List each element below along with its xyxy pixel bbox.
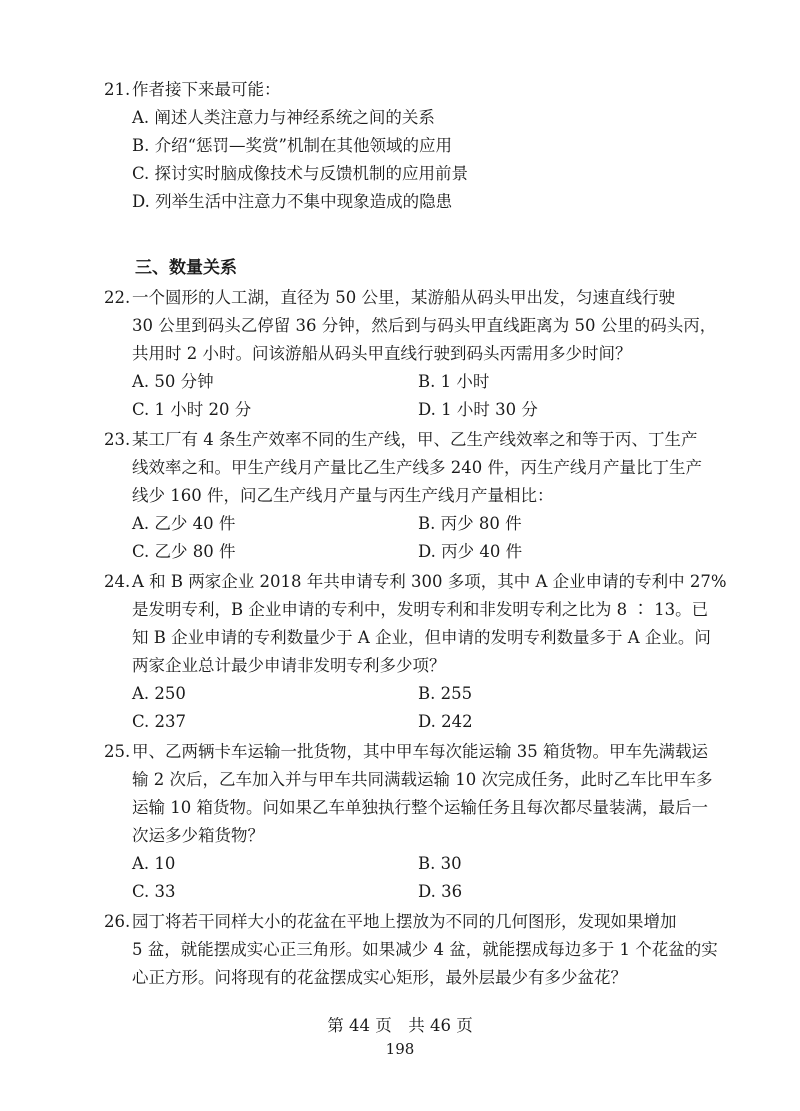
- question-text-line: 30 公里到码头乙停留 36 分钟，然后到与码头甲直线距离为 50 公里的码头丙，: [132, 316, 717, 335]
- page-counter: 第 44 页 共 46 页: [327, 1016, 473, 1035]
- option-b: B. 介绍“惩罚—奖赏”机制在其他领域的应用: [132, 136, 452, 155]
- question-text-line: 两家企业总计最少申请非发明专利多少项？: [132, 656, 446, 675]
- option-d: D. 242: [418, 712, 473, 731]
- question-number: 26.: [104, 912, 131, 931]
- question-number: 22.: [104, 288, 131, 307]
- option-a: A. 10: [132, 854, 176, 873]
- question-text-line: 园丁将若干同样大小的花盆在平地上摆放为不同的几何图形，发现如果增加: [132, 912, 677, 931]
- question-text: 作者接下来最可能：: [132, 80, 281, 99]
- option-a: A. 乙少 40 件: [132, 514, 236, 533]
- question-text-line: 某工厂有 4 条生产效率不同的生产线，甲、乙生产线效率之和等于丙、丁生产: [132, 430, 698, 449]
- question-number: 24.: [104, 572, 131, 591]
- question-text-line: 线少 160 件，问乙生产线月产量与丙生产线月产量相比：: [132, 486, 554, 505]
- section-heading: 三、数量关系: [135, 258, 237, 278]
- option-d: D. 36: [418, 882, 463, 901]
- question-text-line: 次运多少箱货物？: [132, 826, 264, 845]
- option-a: A. 250: [132, 684, 186, 703]
- option-d: D. 1 小时 30 分: [418, 400, 538, 419]
- question-number: 23.: [104, 430, 131, 449]
- option-a: A. 阐述人类注意力与神经系统之间的关系: [132, 108, 435, 127]
- question-24: [104, 568, 727, 736]
- option-c: C. 237: [132, 712, 187, 731]
- option-a: A. 50 分钟: [132, 372, 214, 391]
- option-c: C. 33: [132, 882, 176, 901]
- question-text-line: 是发明专利，B 企业申请的专利中，发明专利和非发明专利之比为 8 ∶ 13。已: [132, 600, 709, 619]
- question-26: [104, 908, 718, 992]
- question-text-line: 输 2 次后，乙车加入并与甲车共同满载运输 10 次完成任务，此时乙车比甲车多: [132, 770, 713, 789]
- question-text-line: 线效率之和。甲生产线月产量比乙生产线多 240 件，丙生产线月产量比丁生产: [132, 458, 702, 477]
- option-b: B. 255: [418, 684, 473, 703]
- option-b: B. 丙少 80 件: [418, 514, 522, 533]
- question-text-line: 甲、乙两辆卡车运输一批货物，其中甲车每次能运输 35 箱货物。甲车先满载运: [132, 742, 708, 761]
- question-text-line: 运输 10 箱货物。问如果乙车单独执行整个运输任务且每次都尽量装满，最后一: [132, 798, 708, 817]
- question-text-line: 5 盆，就能摆成实心正三角形。如果减少 4 盆，就能摆成每边多于 1 个花盆的实: [132, 940, 718, 959]
- question-21: [104, 76, 704, 216]
- option-b: B. 1 小时: [418, 372, 490, 391]
- question-text-line: 知 B 企业申请的专利数量少于 A 企业，但申请的发明专利数量多于 A 企业。问: [132, 628, 711, 647]
- question-number: 25.: [104, 742, 131, 761]
- option-c: C. 探讨实时脑成像技术与反馈机制的应用前景: [132, 164, 469, 183]
- option-d: D. 丙少 40 件: [418, 542, 523, 561]
- question-25: [104, 738, 713, 906]
- question-22: [104, 284, 717, 424]
- option-c: C. 1 小时 20 分: [132, 400, 252, 419]
- question-text-line: A 和 B 两家企业 2018 年共申请专利 300 多项，其中 A 企业申请的专利中 27%: [132, 572, 727, 591]
- option-d: D. 列举生活中注意力不集中现象造成的隐患: [132, 192, 453, 211]
- option-c: C. 乙少 80 件: [132, 542, 236, 561]
- question-text-line: 一个圆形的人工湖，直径为 50 公里，某游船从码头甲出发，匀速直线行驶: [132, 288, 675, 307]
- question-number: 21.: [104, 80, 131, 99]
- question-text-line: 共用时 2 小时。问该游船从码头甲直线行驶到码头丙需用多少时间？: [132, 344, 632, 363]
- option-b: B. 30: [418, 854, 462, 873]
- question-text-line: 心正方形。问将现有的花盆摆成实心矩形，最外层最少有多少盆花？: [132, 968, 627, 987]
- question-23: [104, 426, 704, 566]
- page-number: 198: [385, 1040, 415, 1058]
